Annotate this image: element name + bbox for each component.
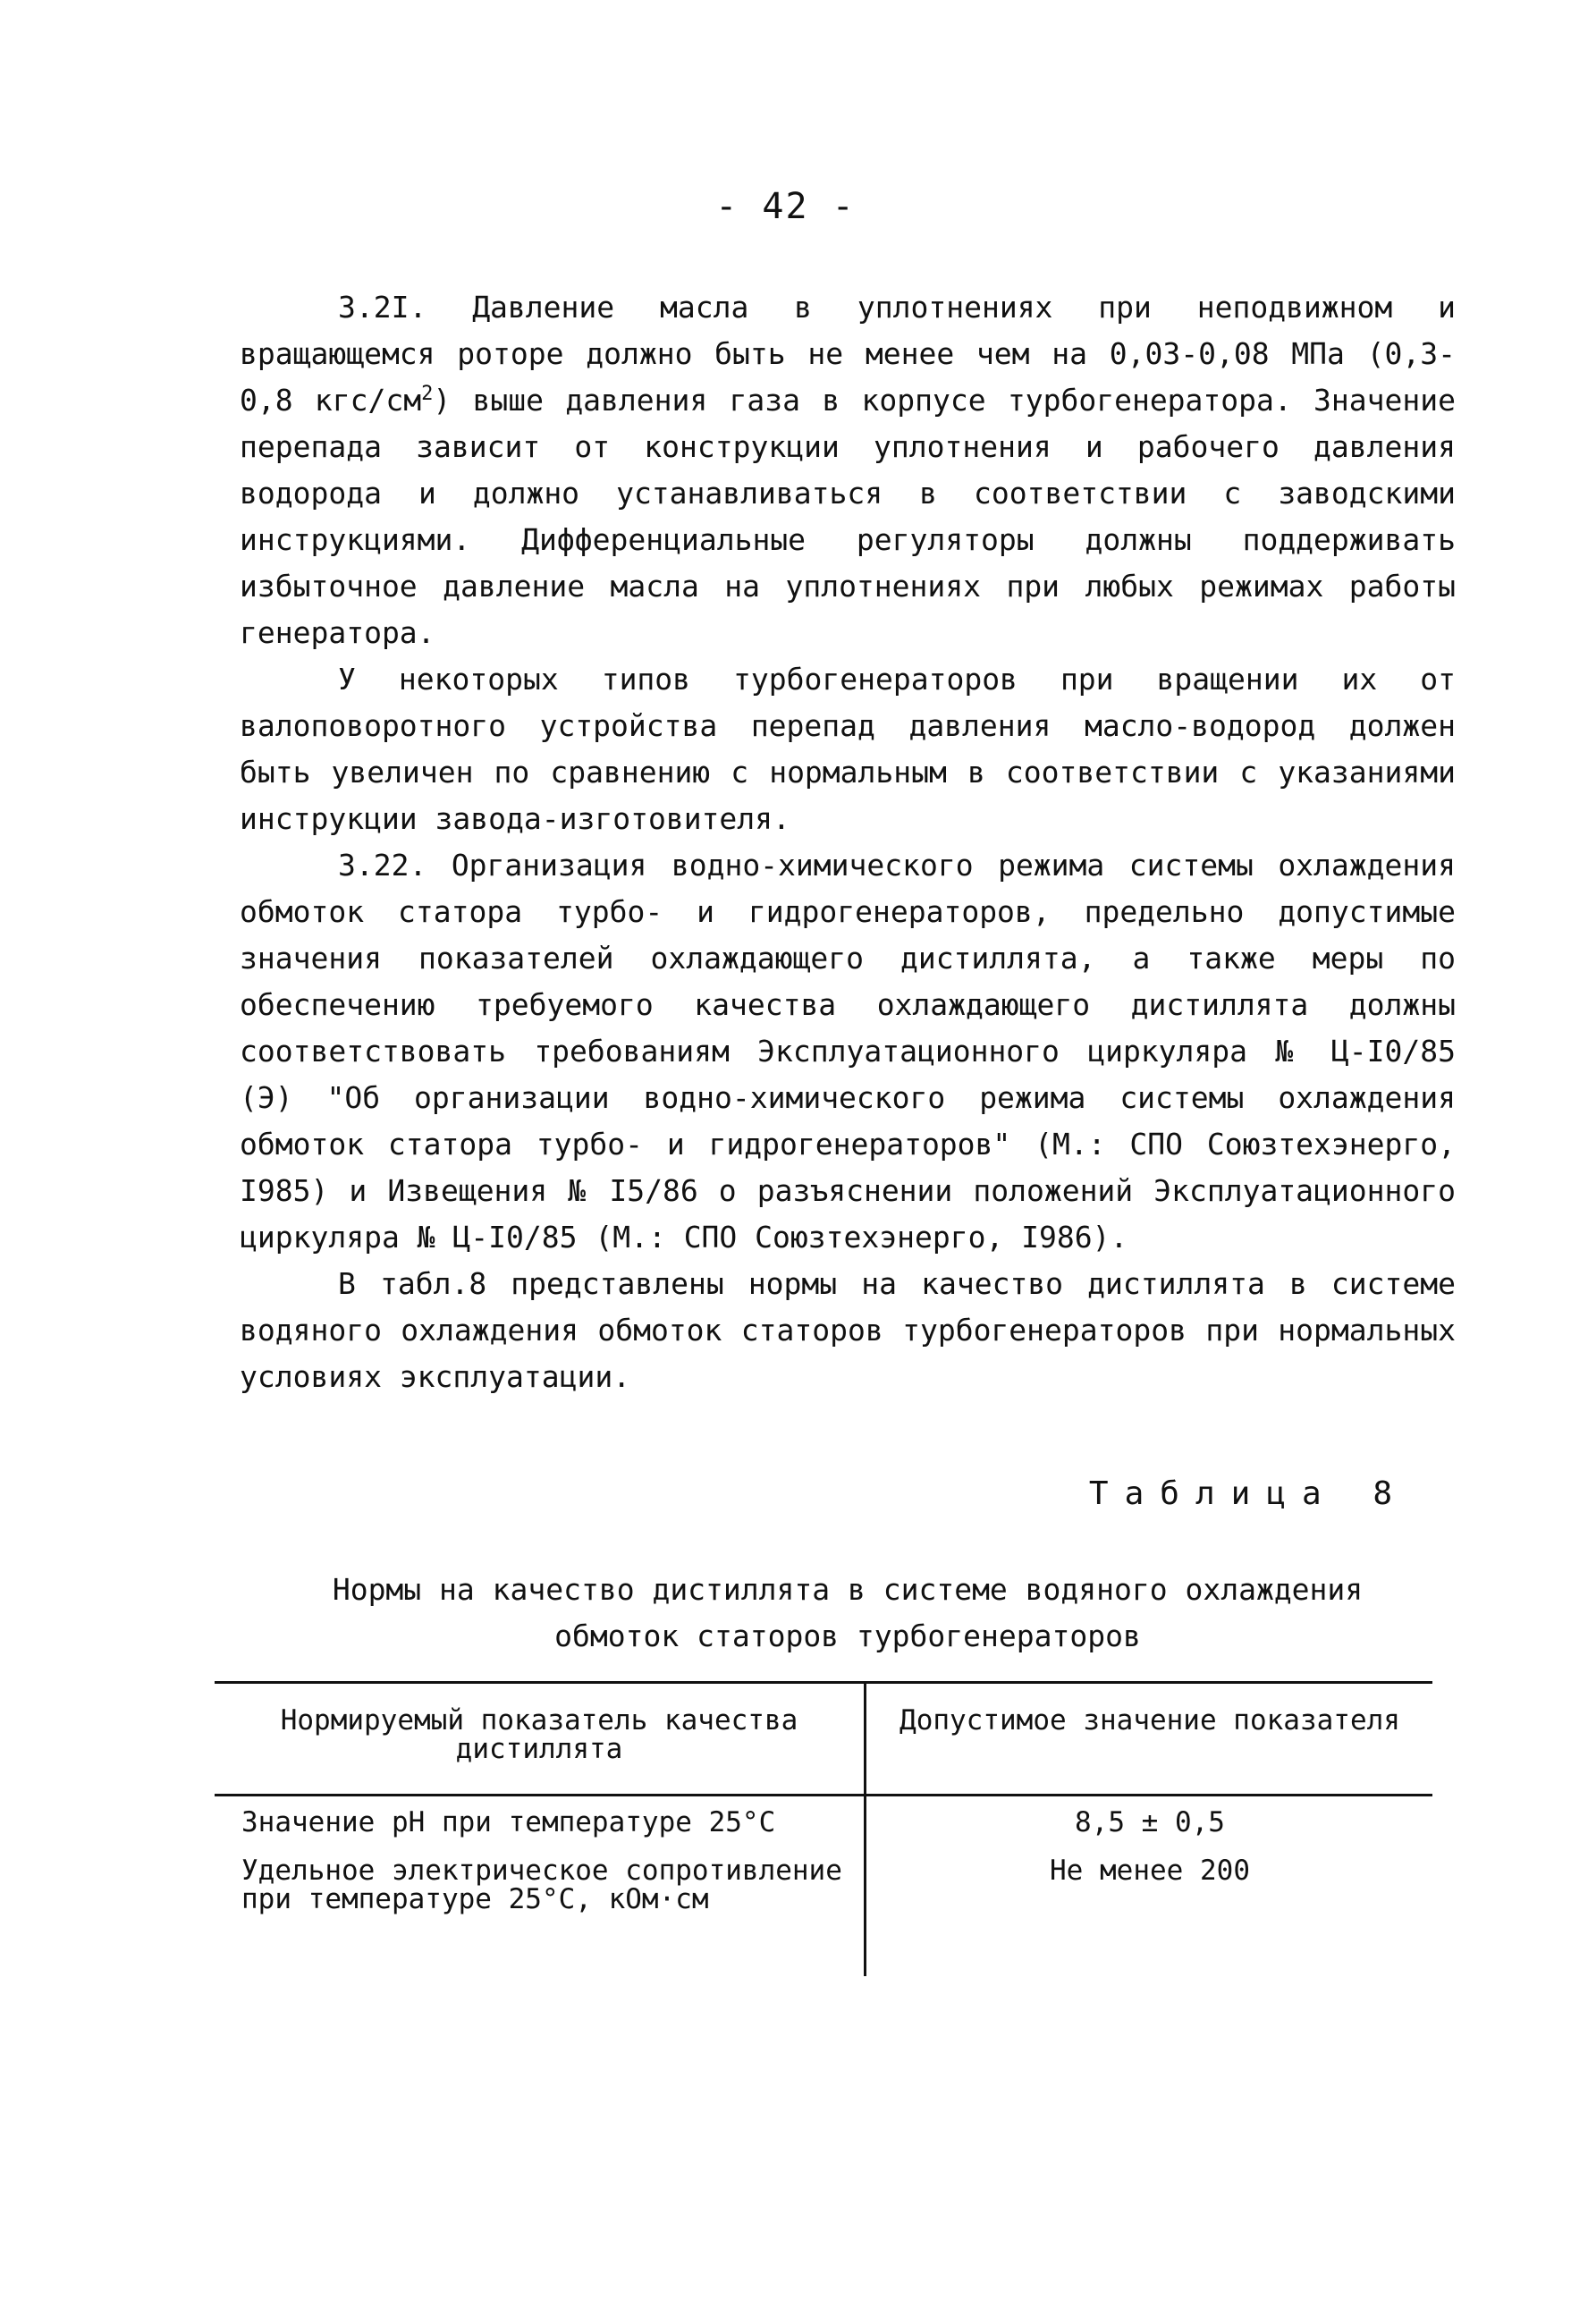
paragraph-3-21-part2: ) выше давления газа в корпусе турбогенератора. Значение перепада зависит от конструкции уплотнения и рабочего давления водорода и должно устанавливаться в соответствии с заводскими инструкциями. Дифференциальные регуляторы должны поддерживать избыточное давление масла на уплотнениях при любых режимах работы генератора. bbox=[240, 383, 1456, 650]
table-caption bbox=[240, 1567, 1456, 1660]
table-top-rule bbox=[215, 1681, 1432, 1684]
paragraph-3-21 bbox=[240, 284, 1456, 656]
table-column-divider bbox=[864, 1681, 866, 1976]
table-header-param: Нормируемый показатель качества дистиллята bbox=[280, 1704, 798, 1765]
table-row-2-param: Удельное электрическое сопротивление при температуре 25°С, кОм·см bbox=[241, 1855, 842, 1915]
body-text bbox=[240, 284, 1456, 1400]
page-number: - 42 - bbox=[715, 186, 856, 227]
norms-table bbox=[215, 1681, 1432, 1976]
table-label: Таблица 8 bbox=[1088, 1475, 1408, 1512]
superscript-2: 2 bbox=[421, 383, 434, 405]
paragraph-table-reference: В табл.8 представлены нормы на качество дистиллята в системе водяного охлаждения обмоток статоров турбогенераторов при нормальных условиях эксплуатации. bbox=[240, 1266, 1456, 1394]
table-header-rule bbox=[215, 1794, 1432, 1796]
table-row-1-value: 8,5 ± 0,5 bbox=[1075, 1806, 1225, 1838]
table-row-2-value: Не менее 200 bbox=[1050, 1855, 1250, 1887]
paragraph-3-21-part1: 3.2I. Давление масла в уплотнениях при неподвижном и вращающемся роторе должно быть не менее чем на 0,03-0,08 МПа (0,3-0,8 кгс/см bbox=[240, 290, 1456, 418]
paragraph-3-22: 3.22. Организация водно-химического режима системы охлаждения обмоток статора турбо- и гидрогенераторов, предельно допустимые значения показателей охлаждающего дистиллята, а также меры по обеспечению требуемого качества охлаждающего дистиллята должны соответствовать требованиям Эксплуатационного циркуляра № Ц-I0/85 (Э) "Об организации водно-химического режима системы охлаждения обмоток статора турбо- и гидрогенераторов" (М.: СПО Союзтехэнерго, I985) и Извещения № I5/86 о разъяснении положений Эксплуатационного циркуляра № Ц-I0/85 (М.: СПО Союзтехэнерго, I986). bbox=[240, 848, 1456, 1255]
table-header-value: Допустимое значение показателя bbox=[900, 1704, 1400, 1737]
paragraph-3-21-note: У некоторых типов турбогенераторов при вращении их от валоповоротного устройства перепад давления масло-водород должен быть увеличен по сравнению с нормальным в соответствии с указаниями инструкции завода-изготовителя. bbox=[240, 662, 1456, 836]
table-caption-line-2: обмоток статоров турбогенераторов bbox=[554, 1618, 1141, 1653]
table-caption-line-1: Нормы на качество дистиллята в системе водяного охлаждения bbox=[332, 1572, 1364, 1607]
table-row-1-param: Значение рН при температуре 25°С bbox=[241, 1806, 776, 1838]
